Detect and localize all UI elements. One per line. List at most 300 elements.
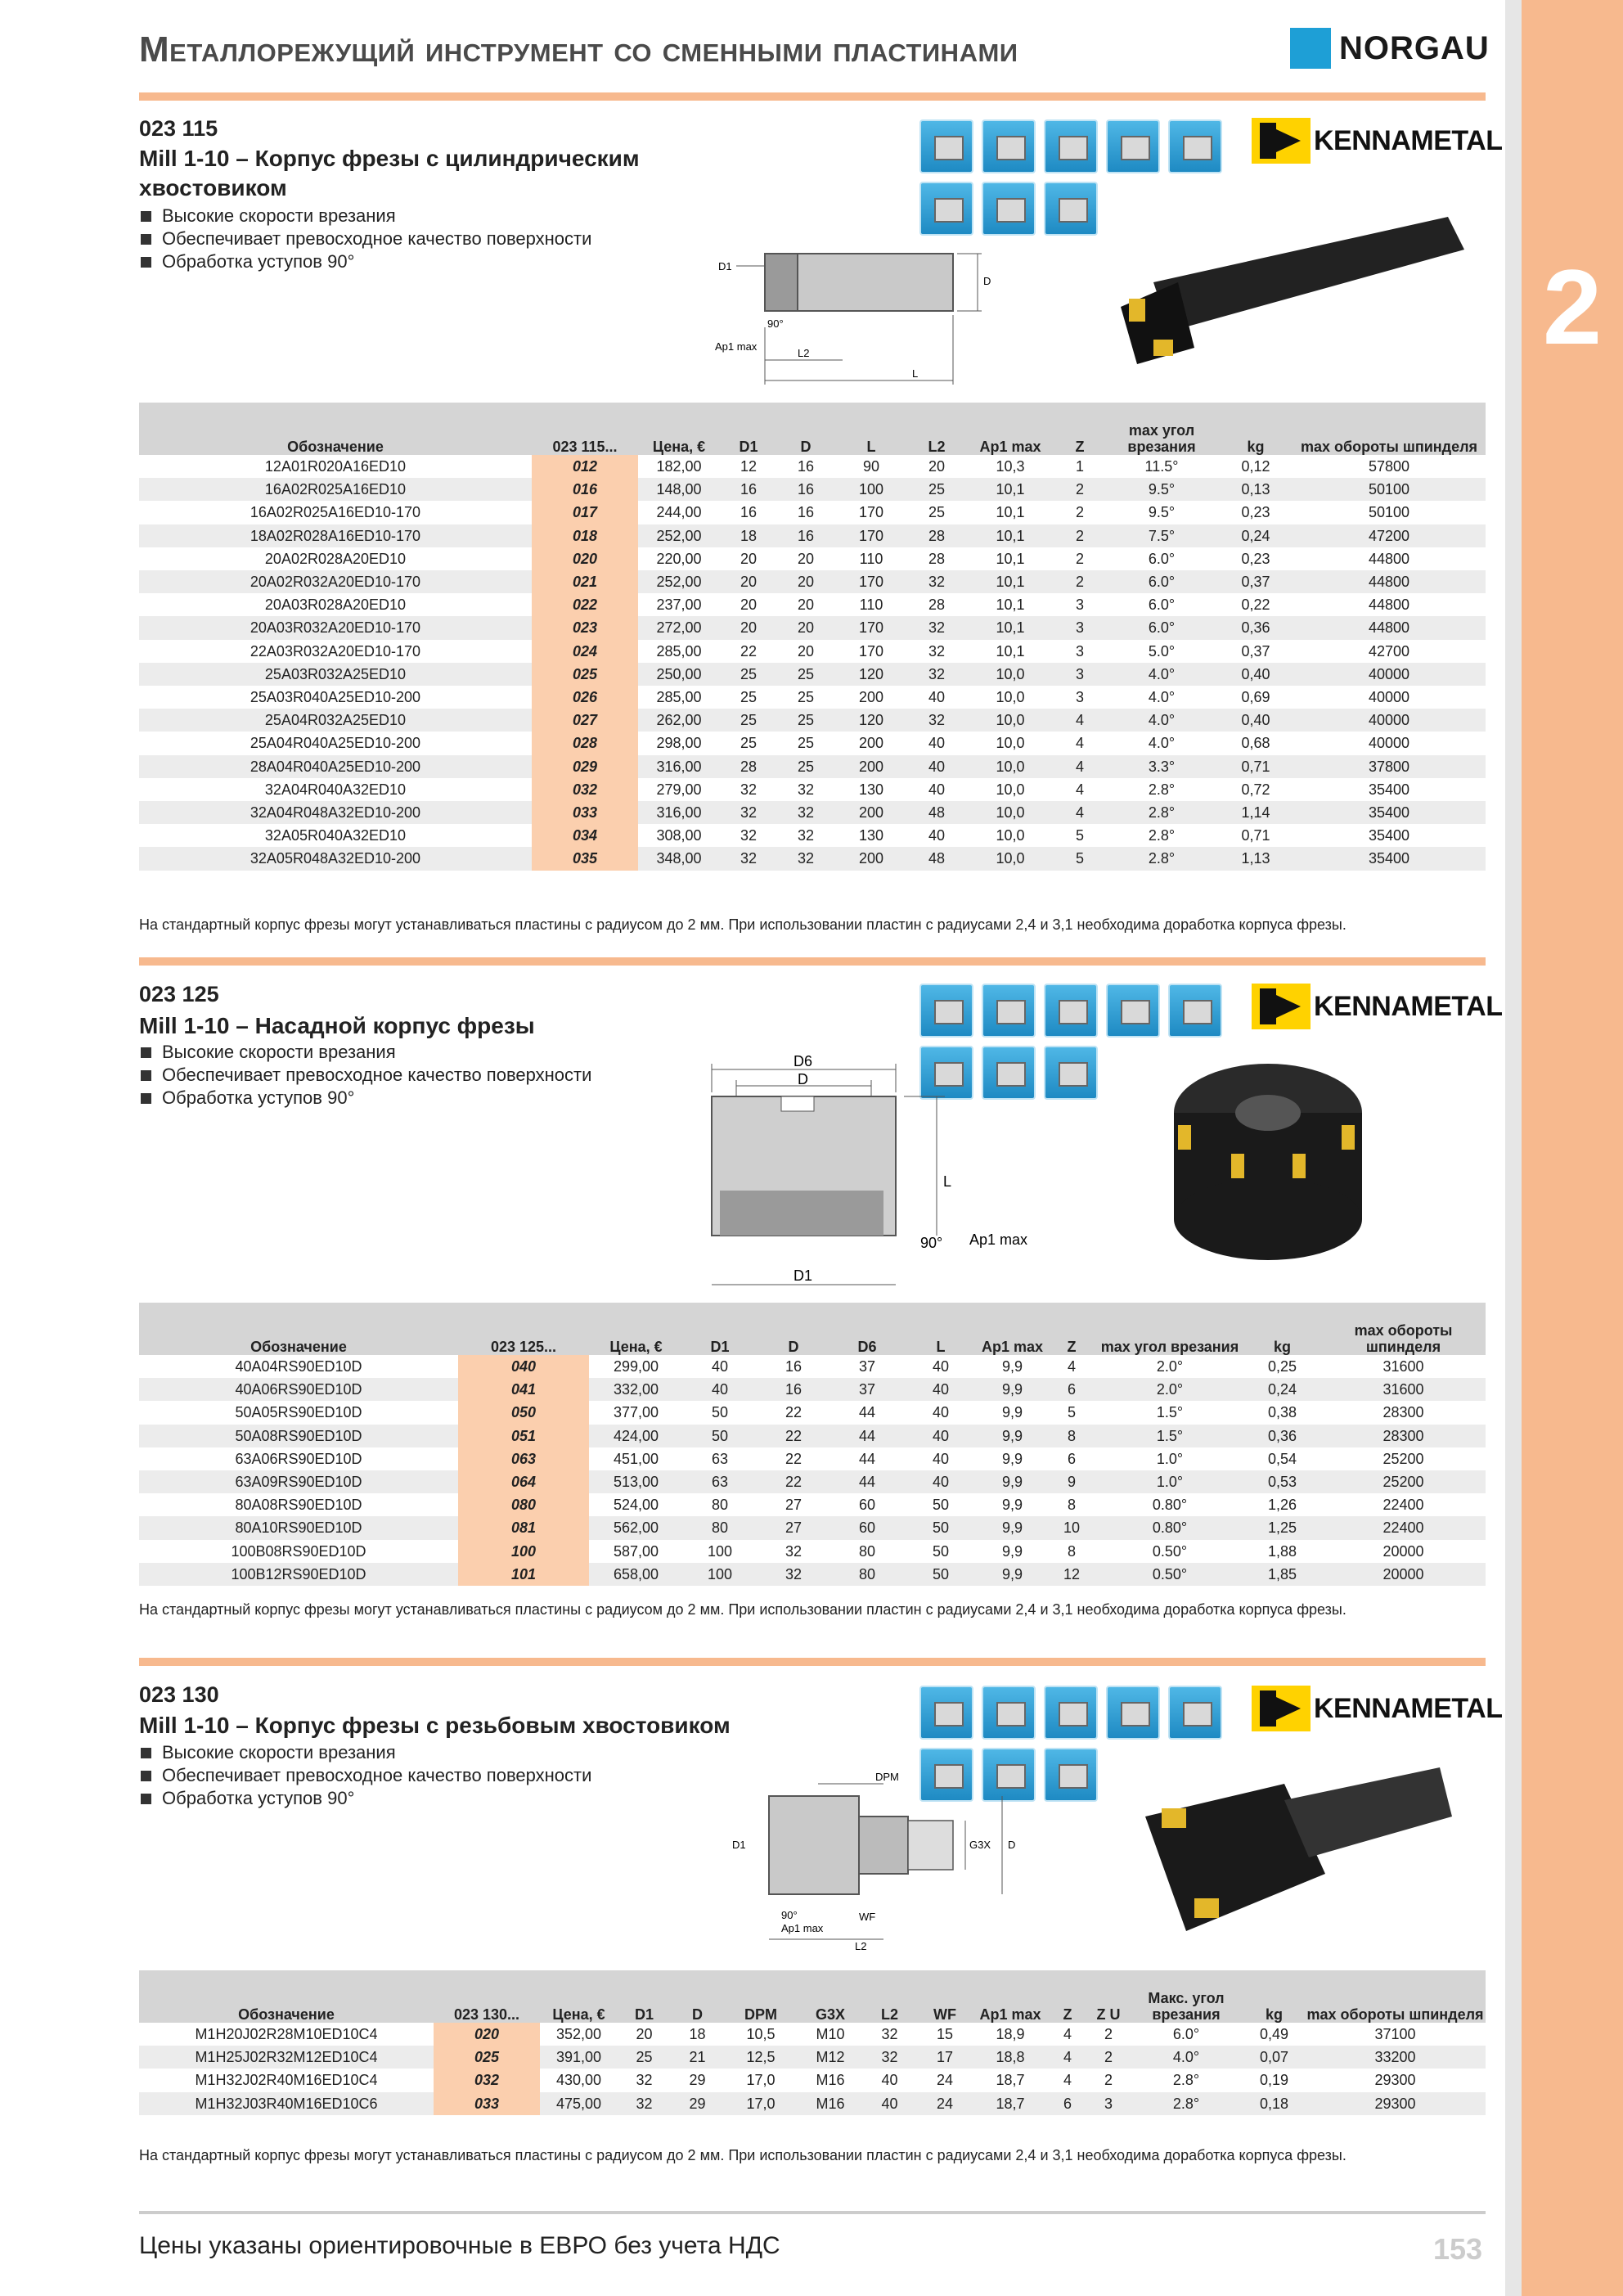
column-header: L bbox=[834, 403, 908, 455]
table-cell: 285,00 bbox=[656, 642, 702, 660]
table-cell: 40 bbox=[881, 2072, 898, 2089]
section-code: 023 115 bbox=[139, 116, 218, 141]
drawing-label-d: D bbox=[1008, 1839, 1016, 1851]
table-cell: 299,00 bbox=[613, 1358, 659, 1375]
designation-cell: 40A04RS90ED10D bbox=[235, 1358, 362, 1375]
table-row bbox=[139, 1378, 1486, 1401]
table-cell: 0,19 bbox=[1259, 2072, 1289, 2089]
order-code-cell: 080 bbox=[458, 1493, 589, 1516]
section-title: Mill 1-10 – Насадной корпус фрезы bbox=[139, 1013, 535, 1038]
table-cell: 4.0° bbox=[1148, 735, 1176, 752]
table-cell: 25 bbox=[928, 504, 946, 521]
table-row bbox=[139, 1355, 1486, 1378]
table-cell: 1.5° bbox=[1096, 1425, 1243, 1447]
order-code-cell: 033 bbox=[434, 2092, 540, 2115]
table-cell: 10,1 bbox=[996, 504, 1025, 521]
table-cell: 25 bbox=[720, 663, 777, 686]
order-code-cell: 022 bbox=[532, 593, 638, 616]
table-cell: 20 bbox=[797, 642, 815, 660]
table-cell: 0,36 bbox=[1219, 616, 1293, 639]
table-cell: 25 bbox=[777, 755, 834, 778]
table-cell: 0,53 bbox=[1243, 1470, 1321, 1493]
drawing-label-l2: L2 bbox=[855, 1940, 867, 1952]
table-cell: 16 bbox=[785, 1358, 803, 1375]
table-cell: 42700 bbox=[1368, 642, 1410, 660]
section-title: Mill 1-10 – Корпус фрезы с цилиндрическим хвостовиком bbox=[139, 146, 640, 200]
table-cell: 4 bbox=[1055, 709, 1104, 732]
table-cell: 4 bbox=[1075, 735, 1084, 752]
table-cell: 0,37 bbox=[1219, 570, 1293, 593]
designation-cell: 80A08RS90ED10D bbox=[235, 1497, 362, 1514]
table-cell: 22 bbox=[785, 1450, 803, 1467]
table-cell: 451,00 bbox=[613, 1450, 659, 1467]
table-cell: 0,37 bbox=[1241, 642, 1270, 660]
drawing-label-ap1: Ap1 max bbox=[715, 340, 758, 353]
table-cell: 40 bbox=[711, 1358, 729, 1375]
table-cell: 110 bbox=[859, 550, 883, 567]
order-code-cell: 018 bbox=[532, 524, 638, 547]
table-row bbox=[139, 478, 1486, 501]
table-cell: 2 bbox=[1104, 2026, 1113, 2042]
table-cell: 50 bbox=[904, 1516, 978, 1539]
order-code-cell: 020 bbox=[532, 547, 638, 570]
section-rule bbox=[139, 1658, 1486, 1666]
feature-item: Обеспечивает превосходное качество поверхности bbox=[141, 1064, 591, 1087]
table-cell: 6.0° bbox=[1104, 570, 1219, 593]
table-cell: 20 bbox=[797, 597, 815, 614]
designation-cell: 20A03R028A20ED10 bbox=[264, 597, 407, 614]
table-cell: 20 bbox=[636, 2026, 653, 2042]
table-cell: 2 bbox=[1104, 2072, 1113, 2089]
table-cell: 40 bbox=[932, 1450, 950, 1467]
table-cell: 0,49 bbox=[1259, 2026, 1289, 2042]
order-code-cell: 050 bbox=[458, 1401, 589, 1424]
table-cell: 20 bbox=[928, 458, 946, 475]
table-cell: 10,0 bbox=[965, 755, 1055, 778]
table-row bbox=[139, 755, 1486, 778]
column-header: Z bbox=[1047, 1970, 1088, 2023]
table-cell: 5 bbox=[1055, 847, 1104, 870]
table-cell: 170 bbox=[834, 524, 908, 547]
column-header: max угол врезания bbox=[1096, 1303, 1243, 1355]
table-cell: 32 bbox=[797, 827, 815, 844]
table-cell: 60 bbox=[830, 1516, 904, 1539]
table-cell: 2 bbox=[1055, 570, 1104, 593]
table-cell: 20000 bbox=[1321, 1563, 1486, 1586]
table-cell: 16 bbox=[797, 504, 815, 521]
table-cell: 20 bbox=[777, 616, 834, 639]
product-table-023130 bbox=[139, 1970, 1486, 2115]
column-header: 023 115... bbox=[532, 403, 638, 455]
table-cell: 4.0° bbox=[1104, 709, 1219, 732]
table-cell: 0,71 bbox=[1241, 827, 1270, 844]
order-code-cell: 028 bbox=[532, 732, 638, 754]
table-cell: 3 bbox=[1075, 642, 1084, 660]
table-cell: 100 bbox=[707, 1542, 733, 1560]
table-cell: 9,9 bbox=[978, 1516, 1047, 1539]
table-note: На стандартный корпус фрезы могут устанавливаться пластины с радиусом до 2 мм. При использовании пластин с радиусами 2,4 и 3,1 необходима доработка корпуса фрезы. bbox=[139, 916, 1347, 933]
table-cell: 2 bbox=[1075, 550, 1084, 567]
table-cell: 3 bbox=[1075, 689, 1084, 706]
table-cell: 35400 bbox=[1368, 827, 1410, 844]
drawing-label-d6: D6 bbox=[794, 1053, 813, 1069]
table-cell: 18 bbox=[720, 524, 777, 547]
table-cell: 35400 bbox=[1368, 781, 1410, 798]
feature-item: Обеспечивает превосходное качество поверхности bbox=[141, 1764, 591, 1787]
table-cell: 35400 bbox=[1293, 847, 1486, 870]
table-cell: 28 bbox=[928, 597, 946, 614]
order-code-cell: 032 bbox=[434, 2069, 540, 2091]
ramping-icon bbox=[982, 984, 1036, 1038]
order-code-cell: 012 bbox=[532, 455, 638, 478]
table-cell: 2.0° bbox=[1156, 1358, 1184, 1375]
table-cell: 17,0 bbox=[746, 2072, 776, 2089]
table-cell: 4 bbox=[1063, 2072, 1072, 2089]
table-cell: 0.50° bbox=[1096, 1563, 1243, 1586]
table-cell: 25200 bbox=[1382, 1450, 1424, 1467]
table-cell: 2 bbox=[1088, 2046, 1129, 2069]
table-cell: 170 bbox=[858, 642, 884, 660]
table-cell: 0.50° bbox=[1152, 1542, 1188, 1560]
table-cell: 1 bbox=[1075, 458, 1084, 475]
shoulder-milling-icon bbox=[1168, 119, 1222, 173]
feature-item: Обработка уступов 90° bbox=[141, 1787, 591, 1810]
table-cell: 63 bbox=[683, 1470, 757, 1493]
table-cell: 9,9 bbox=[978, 1470, 1047, 1493]
table-cell: 28 bbox=[928, 550, 946, 567]
table-cell: 16 bbox=[777, 524, 834, 547]
table-cell: 0,25 bbox=[1267, 1358, 1297, 1375]
column-header: 023 130... bbox=[434, 1970, 540, 2023]
designation-cell: 20A02R032A20ED10-170 bbox=[139, 570, 532, 593]
drawing-label-dpm: DPM bbox=[875, 1772, 899, 1783]
table-cell: 44800 bbox=[1368, 597, 1410, 614]
order-code-cell: 016 bbox=[532, 478, 638, 501]
table-cell: 0,12 bbox=[1241, 458, 1270, 475]
table-cell: 10,0 bbox=[996, 827, 1025, 844]
table-cell: 3 bbox=[1055, 616, 1104, 639]
table-row bbox=[139, 616, 1486, 639]
column-header: L2 bbox=[908, 403, 965, 455]
table-cell: 25 bbox=[740, 689, 758, 706]
drawing-label-angle: 90° bbox=[920, 1235, 943, 1251]
table-cell: 0,69 bbox=[1241, 689, 1270, 706]
table-cell: 12,5 bbox=[724, 2046, 798, 2069]
table-cell: 10,3 bbox=[996, 458, 1025, 475]
table-cell: 40 bbox=[928, 781, 946, 798]
table-cell: 9.5° bbox=[1104, 478, 1219, 501]
table-cell: 2.8° bbox=[1129, 2092, 1243, 2115]
table-cell: M16 bbox=[798, 2092, 863, 2115]
pocketing-icon bbox=[1044, 1686, 1098, 1740]
table-cell: 316,00 bbox=[638, 801, 720, 824]
table-cell: 170 bbox=[834, 616, 908, 639]
table-cell: 0.80° bbox=[1152, 1497, 1188, 1514]
drawing-label-ap1: Ap1 max bbox=[781, 1922, 824, 1934]
table-cell: 285,00 bbox=[656, 689, 702, 706]
order-code-cell: 100 bbox=[458, 1540, 589, 1563]
column-header: Обозначение bbox=[139, 1303, 458, 1355]
table-cell: 37800 bbox=[1293, 755, 1486, 778]
table-cell: 32 bbox=[908, 616, 965, 639]
drawing-label-d1: D1 bbox=[718, 260, 732, 272]
table-cell: 3 bbox=[1088, 2092, 1129, 2115]
column-header: kg bbox=[1243, 1970, 1305, 2023]
table-cell: 0,38 bbox=[1267, 1404, 1297, 1421]
feature-list bbox=[141, 1741, 591, 1810]
tool-drawing-threaded bbox=[720, 1772, 1063, 1956]
table-cell: 10,1 bbox=[996, 550, 1025, 567]
table-cell: 50 bbox=[683, 1425, 757, 1447]
table-cell: 22 bbox=[757, 1425, 830, 1447]
table-cell: 32 bbox=[636, 2072, 653, 2089]
table-cell: 48 bbox=[908, 847, 965, 870]
table-cell: 587,00 bbox=[613, 1542, 659, 1560]
table-cell: 20 bbox=[720, 616, 777, 639]
table-cell: 50 bbox=[932, 1497, 950, 1514]
table-row bbox=[139, 2069, 1486, 2091]
table-cell: 0,23 bbox=[1241, 504, 1270, 521]
table-cell: 130 bbox=[858, 781, 884, 798]
designation-cell: 20A03R032A20ED10-170 bbox=[139, 616, 532, 639]
table-cell: 20 bbox=[777, 570, 834, 593]
order-code-cell: 064 bbox=[458, 1470, 589, 1493]
table-cell: 27 bbox=[757, 1516, 830, 1539]
table-cell: 1,13 bbox=[1219, 847, 1293, 870]
table-cell: 130 bbox=[858, 827, 884, 844]
table-cell: 40 bbox=[928, 735, 946, 752]
column-header: Z U bbox=[1088, 1970, 1129, 2023]
table-cell: 40 bbox=[904, 1425, 978, 1447]
table-cell: 24 bbox=[936, 2072, 954, 2089]
kennametal-logo bbox=[1252, 116, 1502, 165]
table-cell: 50 bbox=[904, 1563, 978, 1586]
table-cell: 9,9 bbox=[1001, 1358, 1023, 1375]
table-cell: 3.3° bbox=[1104, 755, 1219, 778]
table-cell: 9.5° bbox=[1148, 504, 1176, 521]
column-header: Цена, € bbox=[589, 1303, 683, 1355]
table-cell: 16 bbox=[757, 1378, 830, 1401]
table-cell: 80 bbox=[830, 1563, 904, 1586]
feature-list bbox=[141, 205, 591, 273]
column-header: WF bbox=[916, 1970, 973, 2023]
slotting-icon bbox=[1106, 119, 1160, 173]
table-cell: 6.0° bbox=[1104, 616, 1219, 639]
table-cell: 1.0° bbox=[1156, 1450, 1184, 1467]
feature-item: Высокие скорости врезания bbox=[141, 1041, 591, 1064]
table-cell: 44 bbox=[858, 1450, 876, 1467]
column-header: D bbox=[757, 1303, 830, 1355]
table-cell: 31600 bbox=[1321, 1378, 1486, 1401]
slotting-icon bbox=[1106, 984, 1160, 1038]
table-row bbox=[139, 547, 1486, 570]
table-cell: 200 bbox=[834, 755, 908, 778]
table-row bbox=[139, 778, 1486, 801]
table-row bbox=[139, 801, 1486, 824]
table-cell: 2.8° bbox=[1148, 781, 1176, 798]
table-cell: 50100 bbox=[1293, 478, 1486, 501]
feature-list bbox=[141, 1041, 591, 1110]
designation-cell: 16A02R025A16ED10 bbox=[139, 478, 532, 501]
table-row bbox=[139, 1516, 1486, 1539]
tool-photo-cylindrical bbox=[1104, 209, 1481, 372]
designation-cell: 25A04R040A25ED10-200 bbox=[250, 735, 421, 752]
table-cell: 40 bbox=[863, 2092, 916, 2115]
kennametal-logo-text: KENNAMETAL bbox=[1314, 124, 1503, 156]
table-cell: 25 bbox=[777, 663, 834, 686]
cylindrical-shank-icon bbox=[982, 182, 1036, 236]
footer-rule bbox=[139, 2211, 1486, 2214]
table-cell: 28300 bbox=[1382, 1404, 1424, 1421]
table-cell: 16 bbox=[740, 504, 758, 521]
table-cell: 18,8 bbox=[973, 2046, 1047, 2069]
table-cell: 8 bbox=[1047, 1425, 1096, 1447]
column-header: max угол врезания bbox=[1104, 403, 1219, 455]
table-cell: 44800 bbox=[1368, 550, 1410, 567]
ramping-icon bbox=[982, 119, 1036, 173]
table-cell: 35400 bbox=[1293, 801, 1486, 824]
table-cell: 4 bbox=[1055, 801, 1104, 824]
designation-cell: 28A04R040A25ED10-200 bbox=[139, 755, 532, 778]
table-cell: 22 bbox=[757, 1470, 830, 1493]
table-row bbox=[139, 455, 1486, 478]
column-header: max обороты шпинделя bbox=[1321, 1303, 1486, 1355]
table-cell: 0,40 bbox=[1219, 663, 1293, 686]
table-cell: 0,36 bbox=[1243, 1425, 1321, 1447]
drawing-label-g3x: G3X bbox=[969, 1839, 991, 1851]
table-cell: 7.5° bbox=[1104, 524, 1219, 547]
table-row bbox=[139, 1470, 1486, 1493]
table-cell: 352,00 bbox=[555, 2026, 602, 2042]
table-cell: 0,22 bbox=[1241, 597, 1270, 614]
table-cell: 10,5 bbox=[746, 2026, 776, 2042]
table-cell: 2.8° bbox=[1104, 847, 1219, 870]
table-cell: 170 bbox=[834, 570, 908, 593]
table-cell: 37 bbox=[830, 1378, 904, 1401]
kennametal-logo bbox=[1252, 1684, 1502, 1733]
order-code-cell: 081 bbox=[458, 1516, 589, 1539]
table-cell: 28 bbox=[720, 755, 777, 778]
table-cell: 9,9 bbox=[978, 1563, 1047, 1586]
order-code-cell: 034 bbox=[532, 824, 638, 847]
norgau-logo-text: NORGAU bbox=[1339, 29, 1490, 66]
table-cell: M10 bbox=[816, 2026, 845, 2042]
table-cell: 10,1 bbox=[965, 524, 1055, 547]
table-cell: 18,9 bbox=[996, 2026, 1025, 2042]
table-cell: 377,00 bbox=[613, 1404, 659, 1421]
designation-cell: 22A03R032A20ED10-170 bbox=[250, 642, 421, 660]
table-cell: 0,71 bbox=[1219, 755, 1293, 778]
table-cell: 31600 bbox=[1382, 1358, 1424, 1375]
shoulder-milling-icon bbox=[1168, 984, 1222, 1038]
table-cell: 316,00 bbox=[638, 755, 720, 778]
table-cell: 32 bbox=[720, 847, 777, 870]
designation-cell: 32A05R048A32ED10-200 bbox=[139, 847, 532, 870]
slotting-icon bbox=[1106, 1686, 1160, 1740]
table-cell: 252,00 bbox=[638, 524, 720, 547]
column-header: 023 125... bbox=[458, 1303, 589, 1355]
table-row bbox=[139, 1447, 1486, 1470]
ramping-icon bbox=[982, 1686, 1036, 1740]
table-cell: 48 bbox=[908, 801, 965, 824]
order-code-cell: 033 bbox=[532, 801, 638, 824]
tool-drawing-cylindrical bbox=[712, 237, 1104, 393]
table-cell: 298,00 bbox=[656, 735, 702, 752]
designation-cell: M1H25J02R32M12ED10C4 bbox=[139, 2046, 434, 2069]
table-cell: 32 bbox=[740, 781, 758, 798]
table-cell: 40 bbox=[928, 827, 946, 844]
feature-item: Обеспечивает превосходное качество поверхности bbox=[141, 227, 591, 250]
table-cell: 562,00 bbox=[589, 1516, 683, 1539]
table-cell: 279,00 bbox=[656, 781, 702, 798]
table-cell: 0,18 bbox=[1243, 2092, 1305, 2115]
drawing-label-ap1: Ap1 max bbox=[969, 1231, 1028, 1248]
feature-item: Высокие скорости врезания bbox=[141, 205, 591, 227]
table-cell: 4.0° bbox=[1148, 689, 1176, 706]
tool-drawing-shell bbox=[704, 1051, 1072, 1297]
table-cell: 2.8° bbox=[1172, 2072, 1200, 2089]
column-header: Ap1 max bbox=[965, 403, 1055, 455]
table-cell: 0,07 bbox=[1243, 2046, 1305, 2069]
table-cell: 27 bbox=[785, 1497, 803, 1514]
column-header: Цена, € bbox=[540, 1970, 618, 2023]
chapter-number: 2 bbox=[1542, 247, 1603, 367]
table-cell: 0,72 bbox=[1241, 781, 1270, 798]
column-header: Z bbox=[1047, 1303, 1096, 1355]
designation-cell: 100B12RS90ED10D bbox=[139, 1563, 458, 1586]
table-cell: 3 bbox=[1055, 663, 1104, 686]
designation-cell: 32A04R048A32ED10-200 bbox=[139, 801, 532, 824]
table-cell: 33200 bbox=[1305, 2046, 1486, 2069]
table-cell: 272,00 bbox=[638, 616, 720, 639]
norgau-logo-icon bbox=[1290, 28, 1331, 69]
table-cell: 32 bbox=[797, 781, 815, 798]
table-cell: 4 bbox=[1055, 755, 1104, 778]
column-header: Цена, € bbox=[638, 403, 720, 455]
table-cell: 513,00 bbox=[589, 1470, 683, 1493]
table-cell: 40000 bbox=[1293, 663, 1486, 686]
order-code-cell: 017 bbox=[532, 501, 638, 524]
table-cell: 8 bbox=[1067, 1542, 1076, 1560]
order-code-cell: 035 bbox=[532, 847, 638, 870]
table-cell: 10,1 bbox=[996, 597, 1025, 614]
table-cell: 1.0° bbox=[1096, 1470, 1243, 1493]
pocketing-icon bbox=[1044, 119, 1098, 173]
table-cell: 12 bbox=[1047, 1563, 1096, 1586]
table-cell: 10,0 bbox=[965, 801, 1055, 824]
column-header: max обороты шпинделя bbox=[1293, 403, 1486, 455]
table-cell: 40 bbox=[932, 1358, 950, 1375]
table-cell: 9,9 bbox=[1001, 1450, 1023, 1467]
table-row bbox=[139, 1563, 1486, 1586]
table-cell: 0.80° bbox=[1096, 1516, 1243, 1539]
table-row bbox=[139, 709, 1486, 732]
table-cell: 262,00 bbox=[638, 709, 720, 732]
order-code-cell: 025 bbox=[434, 2046, 540, 2069]
table-cell: 29300 bbox=[1374, 2072, 1416, 2089]
table-row bbox=[139, 640, 1486, 663]
table-cell: 25 bbox=[797, 689, 815, 706]
order-code-cell: 021 bbox=[532, 570, 638, 593]
table-row bbox=[139, 686, 1486, 709]
table-cell: 2.0° bbox=[1096, 1378, 1243, 1401]
header-rule bbox=[139, 92, 1486, 101]
shoulder-milling-icon bbox=[1168, 1686, 1222, 1740]
table-cell: 430,00 bbox=[555, 2072, 602, 2089]
table-cell: 100 bbox=[683, 1563, 757, 1586]
table-cell: 24 bbox=[916, 2092, 973, 2115]
table-cell: 57800 bbox=[1368, 458, 1410, 475]
